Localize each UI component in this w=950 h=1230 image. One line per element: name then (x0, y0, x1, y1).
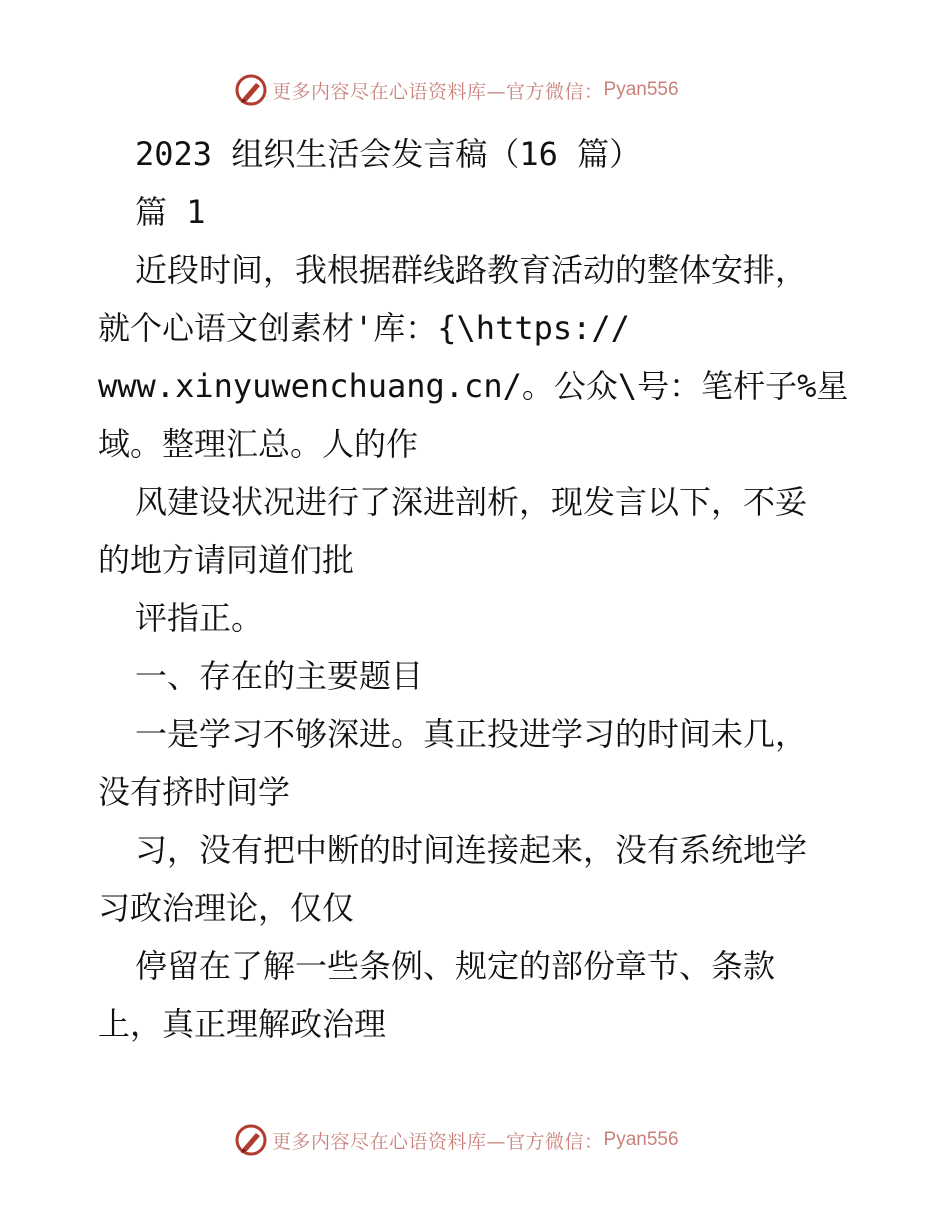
text-line: 习政治理论，仅仅 (98, 889, 355, 927)
watermark-wechat-id: Pyan556 (603, 79, 679, 100)
text-line: 一是学习不够深进。真正投进学习的时间未几， (135, 715, 808, 753)
watermark-text: 更多内容尽在心语资料库—官方微信： (272, 1130, 604, 1153)
text-line: 习，没有把中断的时间连接起来，没有系统地学 (135, 831, 808, 869)
text-line: 的地方请同道们批 (98, 541, 355, 579)
pen-logo-icon (234, 73, 268, 107)
text-line: 域。整理汇总。人的作 (98, 425, 419, 463)
text-line: 上，真正理解政治理 (98, 1005, 387, 1043)
watermark-wechat-id: Pyan556 (603, 1129, 679, 1150)
text-line: 一、存在的主要题目 (135, 657, 424, 695)
text-line: 风建设状况进行了深进剖析，现发言以下，不妥 (135, 483, 808, 521)
pen-logo-icon (234, 1123, 268, 1157)
text-line: 停留在了解一些条例、规定的部份章节、条款 (135, 947, 776, 985)
document-body (98, 125, 868, 1053)
text-line: 没有挤时间学 (98, 773, 291, 811)
text-line: 近段时间，我根据群线路教育活动的整体安排， (135, 251, 808, 289)
text-line: 评指正。 (135, 599, 264, 637)
section-label: 篇 1 (135, 193, 206, 231)
header-watermark (234, 72, 679, 108)
paragraph-lines (98, 241, 868, 1053)
watermark-text: 更多内容尽在心语资料库—官方微信： (272, 80, 604, 103)
text-line: 就个心语文创素材'库：{\https:// (98, 309, 630, 347)
document-title: 2023 组织生活会发言稿（16 篇） (135, 135, 642, 173)
footer-watermark (234, 1122, 679, 1158)
text-line: www.xinyuwenchuang.cn/。公众\号：笔杆子%星 (98, 367, 849, 405)
